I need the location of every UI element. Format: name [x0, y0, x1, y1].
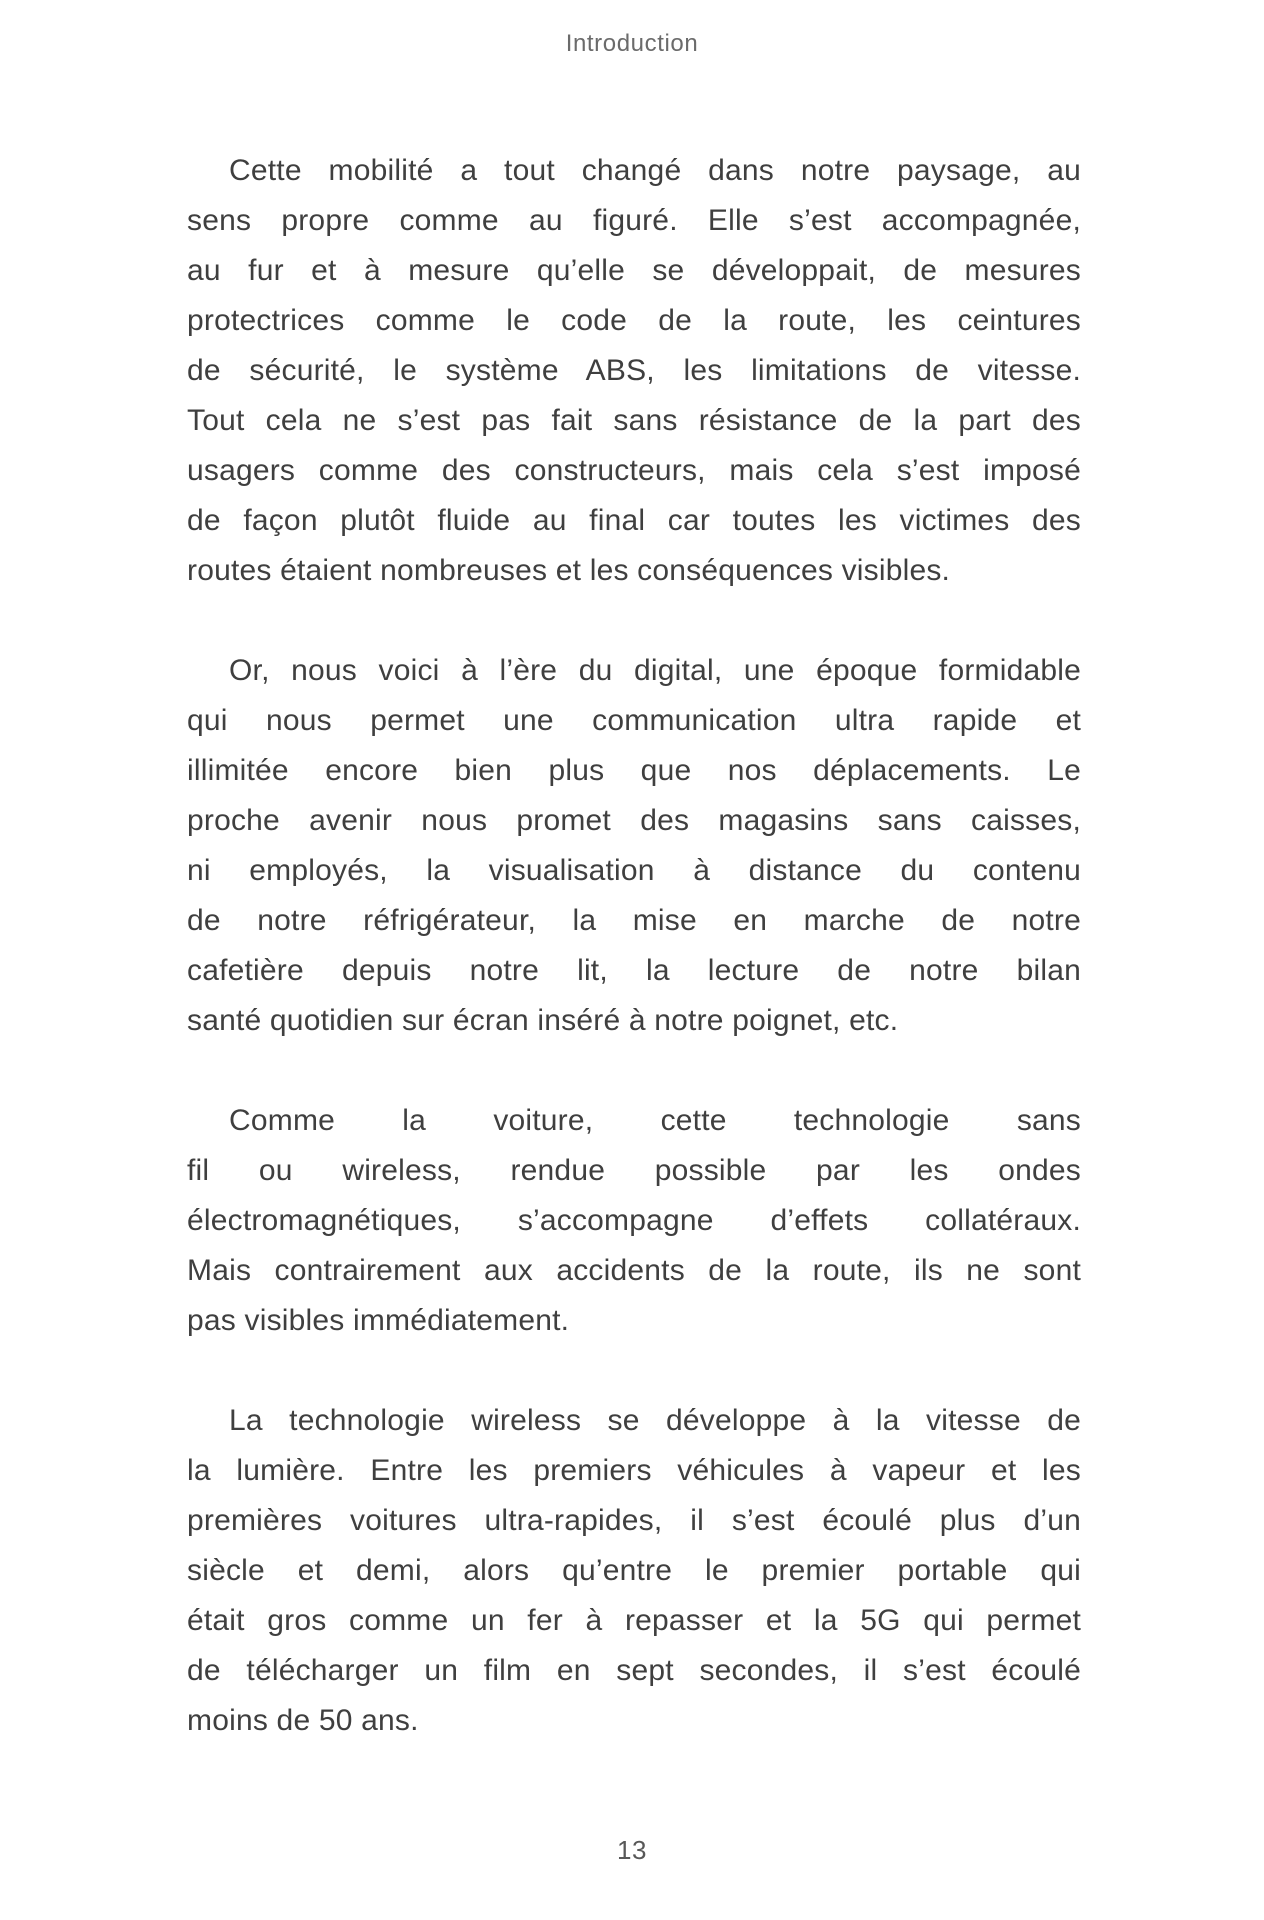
text-line: Mais contrairement aux accidents de la route, ils ne sont — [187, 1254, 1081, 1287]
text-line: La technologie wireless se développe à la vitesse de — [229, 1404, 1081, 1437]
page-body-text — [187, 146, 1081, 1746]
text-line: santé quotidien sur écran inséré à notre poignet, etc. — [187, 1004, 899, 1037]
text-line: moins de 50 ans. — [187, 1704, 419, 1737]
text-line: la lumière. Entre les premiers véhicules à vapeur et les — [187, 1454, 1081, 1487]
text-line: proche avenir nous promet des magasins sans caisses, — [187, 804, 1081, 837]
running-header: Introduction — [565, 30, 699, 57]
text-line: Comme la voiture, cette technologie sans — [229, 1104, 1081, 1137]
paragraph — [187, 146, 1081, 596]
text-line: protectrices comme le code de la route, les ceintures — [187, 304, 1081, 337]
text-line: qui nous permet une communication ultra rapide et — [187, 704, 1081, 737]
text-line: de notre réfrigérateur, la mise en marche de notre — [187, 904, 1081, 937]
text-line: ni employés, la visualisation à distance du contenu — [187, 854, 1081, 887]
text-line: fil ou wireless, rendue possible par les ondes — [187, 1154, 1081, 1187]
text-line: cafetière depuis notre lit, la lecture de notre bilan — [187, 954, 1081, 987]
text-line: Cette mobilité a tout changé dans notre paysage, au — [229, 154, 1081, 187]
text-line: illimitée encore bien plus que nos déplacements. Le — [187, 754, 1081, 787]
text-line: usagers comme des constructeurs, mais cela s’est imposé — [187, 454, 1081, 487]
page-number: 13 — [617, 1835, 647, 1865]
text-line: Or, nous voici à l’ère du digital, une époque formidable — [229, 654, 1081, 687]
text-line: était gros comme un fer à repasser et la 5G qui permet — [187, 1604, 1081, 1637]
text-line: de sécurité, le système ABS, les limitations de vitesse. — [187, 354, 1081, 387]
paragraph — [187, 1396, 1081, 1746]
text-line: au fur et à mesure qu’elle se développait, de mesures — [187, 254, 1081, 287]
paragraph — [187, 1096, 1081, 1346]
text-line: de télécharger un film en sept secondes, il s’est écoulé — [187, 1654, 1081, 1687]
text-line: de façon plutôt fluide au final car toutes les victimes des — [187, 504, 1081, 537]
text-line: électromagnétiques, s’accompagne d’effets collatéraux. — [187, 1204, 1081, 1237]
text-line: sens propre comme au figuré. Elle s’est accompagnée, — [187, 204, 1081, 237]
text-line: premières voitures ultra-rapides, il s’est écoulé plus d’un — [187, 1504, 1081, 1537]
paragraph — [187, 646, 1081, 1046]
text-line: pas visibles immédiatement. — [187, 1304, 570, 1337]
text-line: siècle et demi, alors qu’entre le premier portable qui — [187, 1554, 1081, 1587]
text-line: routes étaient nombreuses et les conséquences visibles. — [187, 554, 951, 587]
text-line: Tout cela ne s’est pas fait sans résistance de la part des — [187, 404, 1081, 437]
